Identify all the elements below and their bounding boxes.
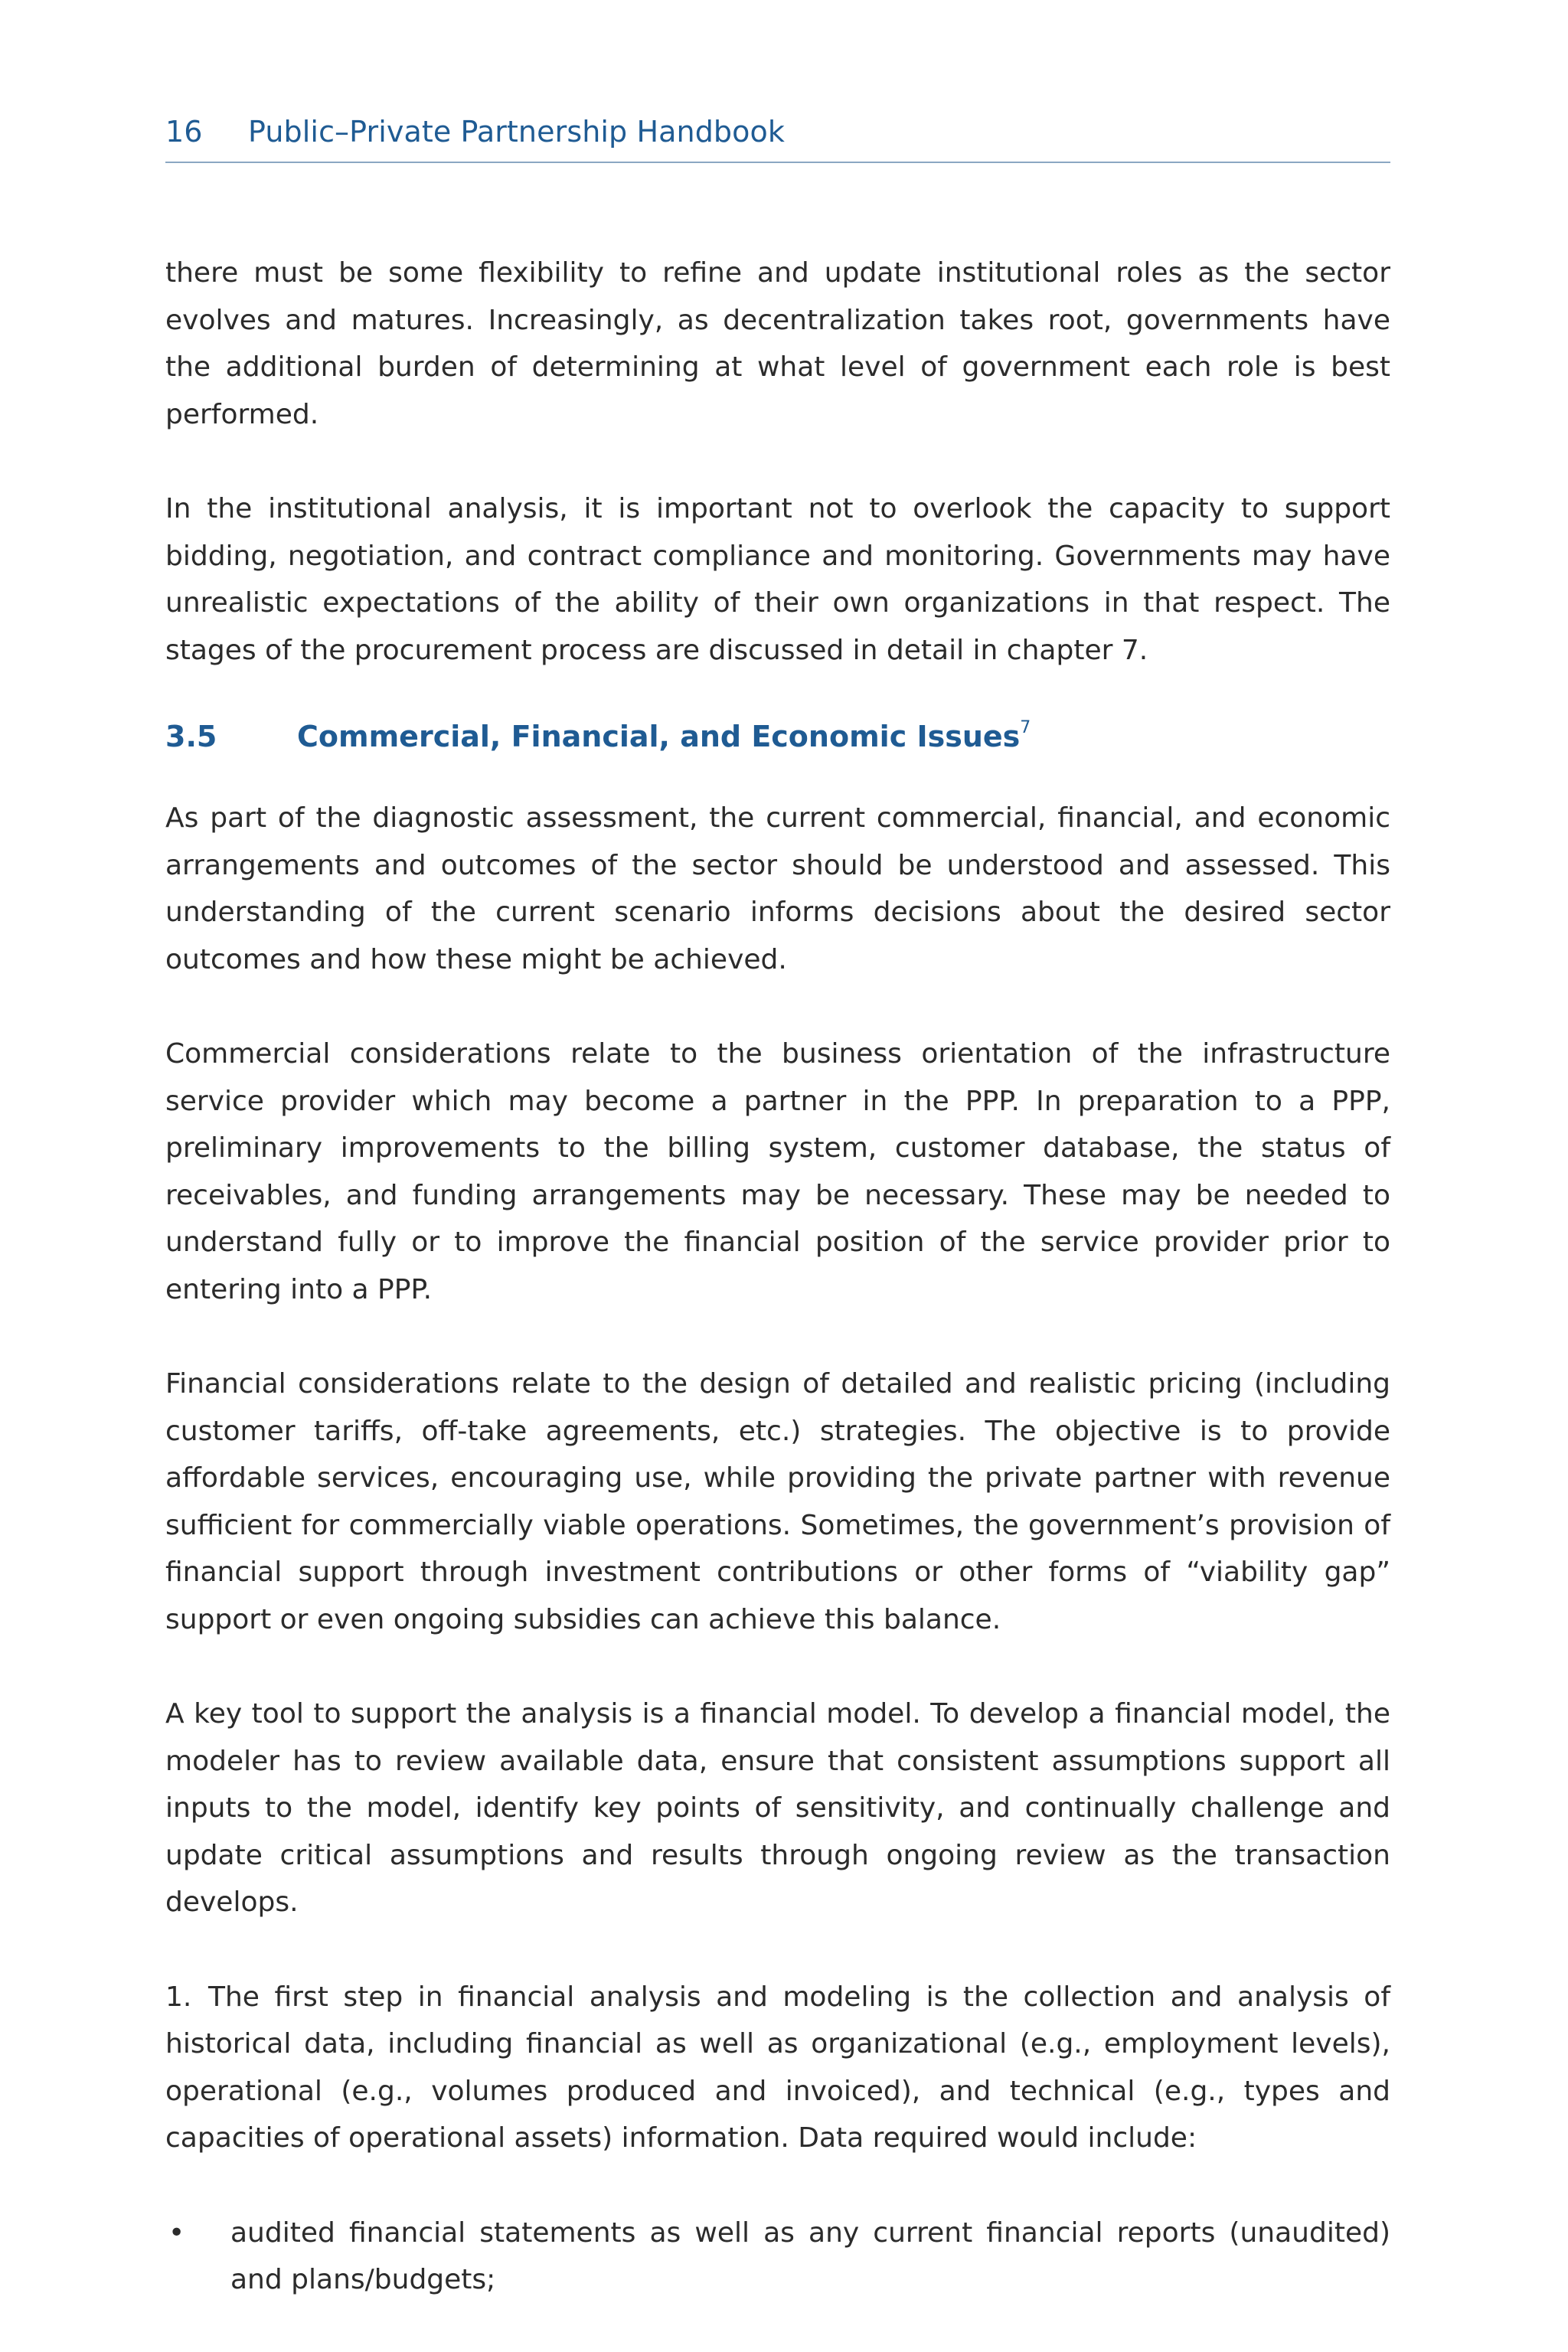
list-item [165, 2210, 1390, 2304]
list-item-text: audited financial statements as well as any current financial reports (unaudited) and plans/budgets; [230, 2216, 1390, 2295]
header-rule [165, 162, 1390, 163]
item-number: 1. [165, 1981, 192, 2013]
book-title: Public–Private Partnership Handbook [248, 115, 785, 149]
item-text: The first step in financial analysis and modeling is the collection and analysis of historical data, including financial as well as organizational (e.g., employment levels), operational (e.g., volumes produced and invoiced), and technical (e.g., types and capacities of operational assets) information. Data required would include: [165, 1981, 1390, 2154]
section-title: Commercial, Financial, and Economic Issues [297, 720, 1021, 753]
paragraph: As part of the diagnostic assessment, the current commercial, financial, and economic arrangements and outcomes of the sector should be understood and assessed. This understanding of the current scenario informs decisions about the desired sector outcomes and how these might be achieved. [165, 802, 1390, 975]
paragraph: there must be some flexibility to refine and update institutional roles as the sector evolves and matures. Increasingly, as decentralization takes root, governments have the additional burden of determining at what level of government each role is best performed. [165, 257, 1390, 430]
paragraph: A key tool to support the analysis is a financial model. To develop a financial model, the modeler has to review available data, ensure that consistent assumptions support all inputs to the model, identify key points of sensitivity, and continually challenge and update critical assumptions and results through ongoing review as the transaction develops. [165, 1698, 1390, 1918]
page-number: 16 [165, 115, 203, 149]
bullet-icon: • [168, 2216, 185, 2249]
bullet-list [165, 2210, 1390, 2304]
footnote-marker: 7 [1020, 718, 1031, 737]
numbered-item [165, 1974, 1390, 2162]
paragraph: Commercial considerations relate to the business orientation of the infrastructure service provider which may become a partner in the PPP. In preparation to a PPP, preliminary improvements to the billing system, customer database, the status of receivables, and funding arrangements may be necessary. These may be needed to understand fully or to improve the financial position of the service provider prior to entering into a PPP. [165, 1038, 1390, 1305]
section-heading [165, 717, 1390, 756]
paragraph: Financial considerations relate to the design of detailed and realistic pricing (including customer tariffs, off-take agreements, etc.) strategies. The objective is to provide affordable services, encouraging use, while providing the private partner with revenue sufficient for commercially viable operations. Sometimes, the government’s provision of financial support through investment contributions or other forms of “viability gap” support or even ongoing subsidies can achieve this balance. [165, 1368, 1390, 1635]
page-body [165, 250, 1390, 2304]
paragraph: In the institutional analysis, it is important not to overlook the capacity to support bidding, negotiation, and contract compliance and monitoring. Governments may have unrealistic expectations of the ability of their own organizations in that respect. The stages of the procurement process are discussed in detail in chapter 7. [165, 493, 1390, 666]
section-number: 3.5 [165, 720, 217, 753]
running-header [165, 115, 1390, 153]
